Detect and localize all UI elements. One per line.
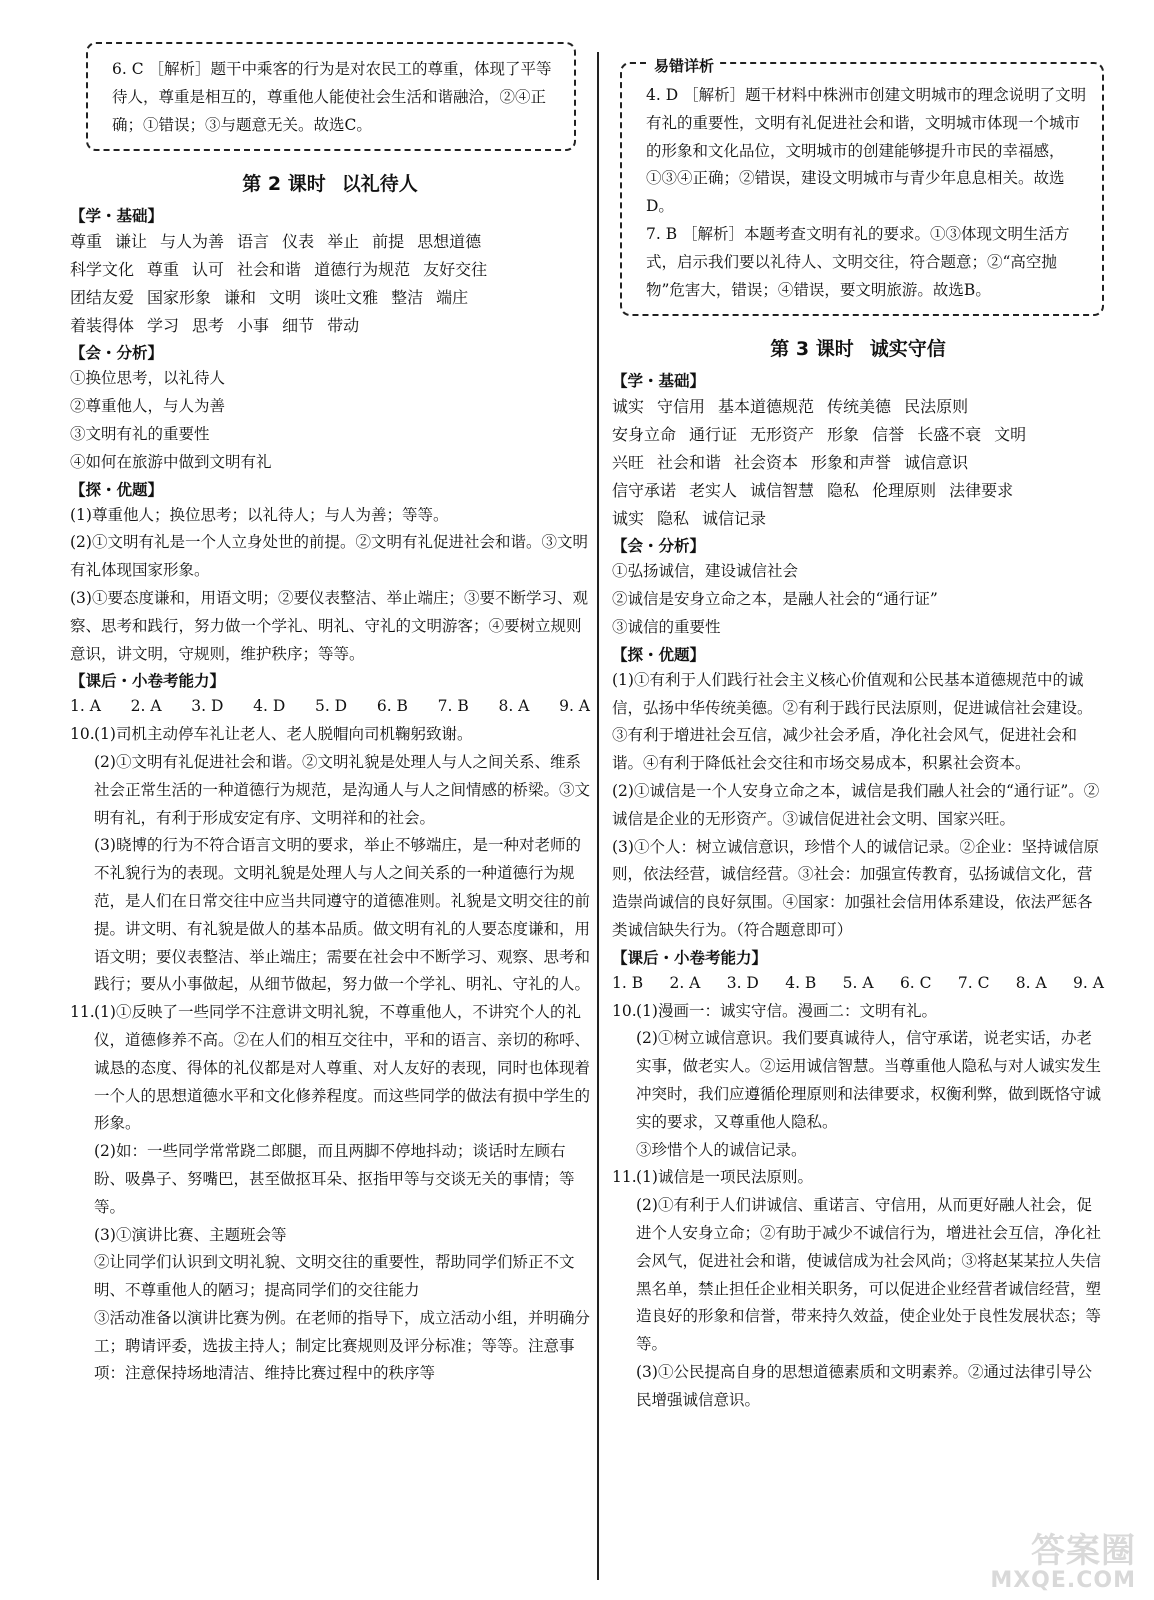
answer-part: (2)如：一些同学常常跷二郎腿，而且两脚不停地抖动；谈话时左顾右盼、吸鼻子、努嘴巴，甚至做抠耳朵、抠指甲等与交谈无关的事情；等等。 [94, 1142, 575, 1216]
answer-part: (2)①树立诚信意识。我们要真诚待人，信守承诺，说老实话，办老实事，做老实人。②运用诚信智慧。当尊重他人隐私与对人诚实发生冲突时，我们应遵循伦理原则和法律要求，权衡利弊，做到既恪守诚实的要求，又尊重他人隐私。 [636, 1029, 1102, 1131]
watermark-text: 答案圈 [1031, 1531, 1136, 1571]
box-text: 6. C ［解析］题干中乘客的行为是对农民工的尊重，体现了平等待人，尊重是相互的，尊重他人能使社会生活和谐融洽，②④正确；①错误；③与题意无关。故选C。 [112, 60, 552, 134]
mc-answer: 9. A [559, 697, 590, 716]
section-analysis: 【会・分析】 [612, 537, 706, 556]
explore-list [70, 502, 590, 669]
keyword: 基本道德规范 [718, 397, 815, 417]
answer-box-q6 [86, 42, 576, 151]
keyword: 仪表 [282, 232, 315, 252]
answer-part: (1)①反映了一些同学不注意讲文明礼貌，不尊重他人，不讲究个人的礼仪，道德修养不高。②在人们的相互交往中，平和的语言、亲切的称呼、诚恳的态度、得体的礼仪都是对人尊重、对人友好的表现，同时也体现着一个人的思想道德水平和文化修养程度。而这些同学的做法有损中学生的形象。 [94, 1003, 591, 1133]
keyword: 法律要求 [949, 481, 1014, 501]
keyword: 尊重 [70, 232, 103, 252]
mc-answer: 1. B [612, 973, 644, 992]
question-number: 11. [70, 1003, 95, 1022]
explore-item: (2)①诚信是一个人安身立命之本，诚信是我们融人社会的“通行证”。②诚信是企业的无形资产。③诚信促进社会文明、国家兴旺。 [612, 781, 1100, 828]
mc-answer: 8. A [1015, 973, 1047, 992]
answer-part: (1)漫画一：诚实守信。漫画二：文明有礼。 [636, 1001, 937, 1020]
answer-part: ③珍惜个人的诚信记录。 [636, 1140, 807, 1159]
explore-item: (3)①要态度谦和，用语文明；②要仪表整洁、举止端庄；③要不断学习、观察、思考和践行，努力做一个学礼、明礼、守礼的文明游客；④要树立规则意识，讲文明，守规则，维护秩序；等等。 [70, 588, 588, 663]
section-explore: 【探・优题】 [70, 480, 164, 499]
explore-item: (1)①有利于人们践行社会主义核心价值观和公民基本道德规范中的诚信，弘扬中华传统美德。②有利于践行民法原则，促进诚信社会建设。③有利于增进社会互信，减少社会矛盾，净化社会风气，促进社会和谐。④有利于降低社会交往和市场交易成本，积累社会资本。 [612, 670, 1093, 773]
answer-part: ③活动准备以演讲比赛为例。在老师的指导下，成立活动小组，并明确分工；聘请评委，选拔主持人；制定比赛规则及评分标准；等等。注意事项：注意保持场地清洁、维持比赛过程中的秩序等 [94, 1308, 591, 1383]
question-10 [612, 998, 1104, 1165]
section-basics: 【学・基础】 [70, 207, 164, 226]
explore-item: (1)尊重他人；换位思考；以礼待人；与人为善；等等。 [70, 505, 449, 524]
mc-answer: 5. D [314, 697, 348, 716]
keyword: 兴旺 [612, 453, 645, 473]
answer-part: ②让同学们认识到文明礼貌、文明交往的重要性，帮助同学们矫正不文明、不尊重他人的陋习；提高同学们的交往能力 [94, 1253, 575, 1300]
section-after-class: 【课后・小卷考能力】 [612, 948, 768, 967]
keyword: 细节 [282, 316, 315, 336]
keyword: 社会和谐 [237, 260, 302, 280]
keyword-row [612, 393, 1104, 421]
keyword: 小事 [237, 316, 270, 336]
answer-part: (1)司机主动停车礼让老人、老人脱帽向司机鞠躬致谢。 [94, 725, 473, 744]
mc-answer: 4. B [785, 973, 817, 992]
keyword: 诚信记录 [702, 509, 767, 529]
basics-keywords [70, 228, 590, 340]
basics-keywords [612, 393, 1104, 533]
left-column [70, 42, 590, 1570]
mc-answer: 3. D [191, 697, 224, 716]
mc-answers [612, 970, 1104, 998]
keyword: 谦和 [224, 288, 257, 308]
keyword: 诚信智慧 [750, 481, 815, 501]
section-analysis: 【会・分析】 [70, 344, 164, 363]
analysis-item: ③诚信的重要性 [612, 617, 721, 636]
lesson-3-title [612, 334, 1104, 361]
keyword: 社会资本 [734, 453, 799, 473]
keyword: 与人为善 [160, 232, 225, 252]
keyword: 社会和谐 [657, 453, 722, 473]
question-11 [612, 1164, 1104, 1414]
keyword: 科学文化 [70, 260, 135, 280]
mc-answer: 4. D [253, 697, 286, 716]
answer-part: (1)诚信是一项民法原则。 [636, 1168, 813, 1187]
question-number: 10. [70, 725, 95, 744]
answer-part: (2)①有利于人们讲诚信、重诺言、守信用，从而更好融人社会，促进个人安身立命；②有助于减少不诚信行为，增进社会互信，净化社会风气，促进社会和谐，使诚信成为社会风尚；③将赵某某拉人失信黑名单，禁止担任企业相关职务，可以促进企业经营者诚信经营，塑造良好的形象和信誉，带来持久效益，使企业处于良性发展状态；等等。 [636, 1196, 1102, 1354]
column-divider [597, 52, 599, 1580]
keyword-row [70, 312, 590, 340]
keyword: 思考 [192, 316, 225, 336]
mc-answer: 8. A [498, 697, 530, 716]
question-number: 10. [612, 1001, 637, 1020]
explore-item: (2)①文明有礼是一个人立身处世的前提。②文明有礼促进社会和谐。③文明有礼体现国家形象。 [70, 533, 588, 580]
keyword: 着装得体 [70, 316, 135, 336]
keyword: 谦让 [115, 232, 148, 252]
keyword-row [70, 256, 590, 284]
keyword-row [612, 505, 1104, 533]
keyword: 隐私 [657, 509, 690, 529]
answer-part: (3)①演讲比赛、主题班会等 [94, 1225, 287, 1244]
keyword: 端庄 [436, 288, 469, 308]
watermark-logo [990, 1531, 1136, 1596]
section-basics: 【学・基础】 [612, 372, 706, 391]
lesson-number: 第 2 课时 [242, 173, 326, 196]
keyword: 友好交往 [423, 260, 488, 280]
mc-answer: 9. A [1073, 973, 1104, 992]
keyword-row [612, 421, 1104, 449]
analysis-item: ②尊重他人，与人为善 [70, 397, 226, 416]
mc-answer: 2. A [669, 973, 701, 992]
keyword: 诚信意识 [904, 453, 969, 473]
analysis-item: ①换位思考，以礼待人 [70, 369, 226, 388]
keyword: 学习 [147, 316, 180, 336]
error-analysis-item: 4. D ［解析］题干材料中株洲市创建文明城市的理念说明了文明有礼的重要性，文明有礼促进社会和谐，文明城市体现一个城市的形象和文化品位，文明城市的创建能够提升市民的幸福感，①③④正确；②错误，建设文明城市与青少年息息相关。故选D。 [646, 86, 1087, 216]
keyword: 长盛不衰 [917, 425, 982, 445]
keyword: 民法原则 [904, 397, 969, 417]
analysis-item: ③文明有礼的重要性 [70, 424, 210, 443]
keyword: 形象和声誉 [811, 453, 892, 473]
keyword: 道德行为规范 [314, 260, 411, 280]
keyword: 带动 [327, 316, 360, 336]
analysis-item: ②诚信是安身立命之本，是融人社会的“通行证” [612, 590, 938, 609]
mc-answer: 6. C [899, 973, 932, 992]
keyword: 传统美德 [827, 397, 892, 417]
keyword: 整洁 [391, 288, 424, 308]
analysis-item: ④如何在旅游中做到文明有礼 [70, 452, 272, 471]
question-11 [70, 999, 590, 1388]
mc-answer: 1. A [70, 697, 101, 716]
keyword: 老实人 [689, 481, 738, 501]
keyword: 信誉 [872, 425, 905, 445]
section-after-class: 【课后・小卷考能力】 [70, 672, 226, 691]
mc-answer: 5. A [842, 973, 874, 992]
keyword: 形象 [827, 425, 860, 445]
keyword: 团结友爱 [70, 288, 135, 308]
lesson-number: 第 3 课时 [770, 338, 854, 361]
keyword: 认可 [192, 260, 225, 280]
keyword: 谈吐文雅 [314, 288, 379, 308]
mc-answer: 3. D [726, 973, 759, 992]
keyword-row [70, 228, 590, 256]
mc-answers [70, 693, 590, 721]
mc-answer: 7. B [437, 697, 469, 716]
analysis-item: ①弘扬诚信，建设诚信社会 [612, 562, 799, 581]
question-10 [70, 721, 590, 999]
watermark-url: MXQE.COM [990, 1568, 1136, 1593]
error-analysis-item: 7. B ［解析］本题考查文明有礼的要求。①③体现文明生活方式，启示我们要以礼待人、文明交往，符合题意；②“高空抛物”危害大，错误；④错误，要文明旅游。故选B。 [646, 224, 1070, 299]
keyword: 伦理原则 [872, 481, 937, 501]
question-number: 11. [612, 1168, 637, 1187]
lesson-name: 以礼待人 [341, 173, 418, 196]
keyword: 信守承诺 [612, 481, 677, 501]
keyword: 诚实 [612, 397, 645, 417]
keyword: 文明 [269, 288, 302, 308]
lesson-name: 诚实守信 [869, 338, 946, 361]
error-analysis-items [646, 82, 1092, 304]
keyword: 文明 [994, 425, 1027, 445]
lesson-2-title [70, 169, 590, 196]
keyword: 安身立命 [612, 425, 677, 445]
section-explore: 【探・优题】 [612, 645, 706, 664]
keyword: 无形资产 [750, 425, 815, 445]
explore-item: (3)①个人：树立诚信意识，珍惜个人的诚信记录。②企业：坚持诚信原则，依法经营，诚信经营。③社会：加强宣传教育，弘扬诚信文化，营造崇尚诚信的良好氛围。④国家：加强社会信用体系建设，依法严惩各类诚信缺失行为。（符合题意即可） [612, 837, 1099, 939]
answer-part: (2)①文明有礼促进社会和谐。②文明礼貌是处理人与人之间关系、维系社会正常生活的一种道德行为规范，是沟通人与人之间情感的桥梁。③文明有礼，有利于形成安定有序、文明祥和的社会。 [94, 752, 591, 827]
keyword-row [612, 477, 1104, 505]
keyword: 守信用 [657, 397, 706, 417]
keyword-row [70, 284, 590, 312]
keyword: 国家形象 [147, 288, 212, 308]
mc-answer: 2. A [130, 697, 162, 716]
answer-part: (3)晓博的行为不符合语言文明的要求，举止不够端庄，是一种对老师的不礼貌行为的表现。文明礼貌是处理人与人之间关系的一种道德行为规范，是人们在日常交往中应当共同遵守的道德准则。礼貌是文明交往的前提。讲文明、有礼貌是做人的基本品质。做文明有礼的人要态度谦和，用语文明；要仪表整洁、举止端庄；需要在社会中不断学习、观察、思考和践行；要从小事做起，从细节做起，努力做一个学礼、明礼、守礼的人。 [94, 836, 591, 994]
mc-answer: 6. B [376, 697, 408, 716]
error-analysis-tag: 易错详析 [648, 52, 720, 81]
keyword: 通行证 [689, 425, 738, 445]
error-analysis-box [620, 57, 1104, 316]
keyword: 尊重 [147, 260, 180, 280]
keyword: 举止 [327, 232, 360, 252]
keyword: 思想道德 [417, 232, 482, 252]
keyword: 语言 [237, 232, 270, 252]
keyword: 前提 [372, 232, 405, 252]
keyword: 诚实 [612, 509, 645, 529]
answer-part: (3)①公民提高自身的思想道德素质和文明素养。②通过法律引导公民增强诚信意识。 [636, 1362, 1092, 1409]
keyword: 隐私 [827, 481, 860, 501]
keyword-row [612, 449, 1104, 477]
explore-list [612, 667, 1104, 945]
analysis-list [70, 365, 590, 476]
analysis-list [612, 558, 1104, 641]
right-column [612, 42, 1104, 1570]
mc-answer: 7. C [957, 973, 990, 992]
